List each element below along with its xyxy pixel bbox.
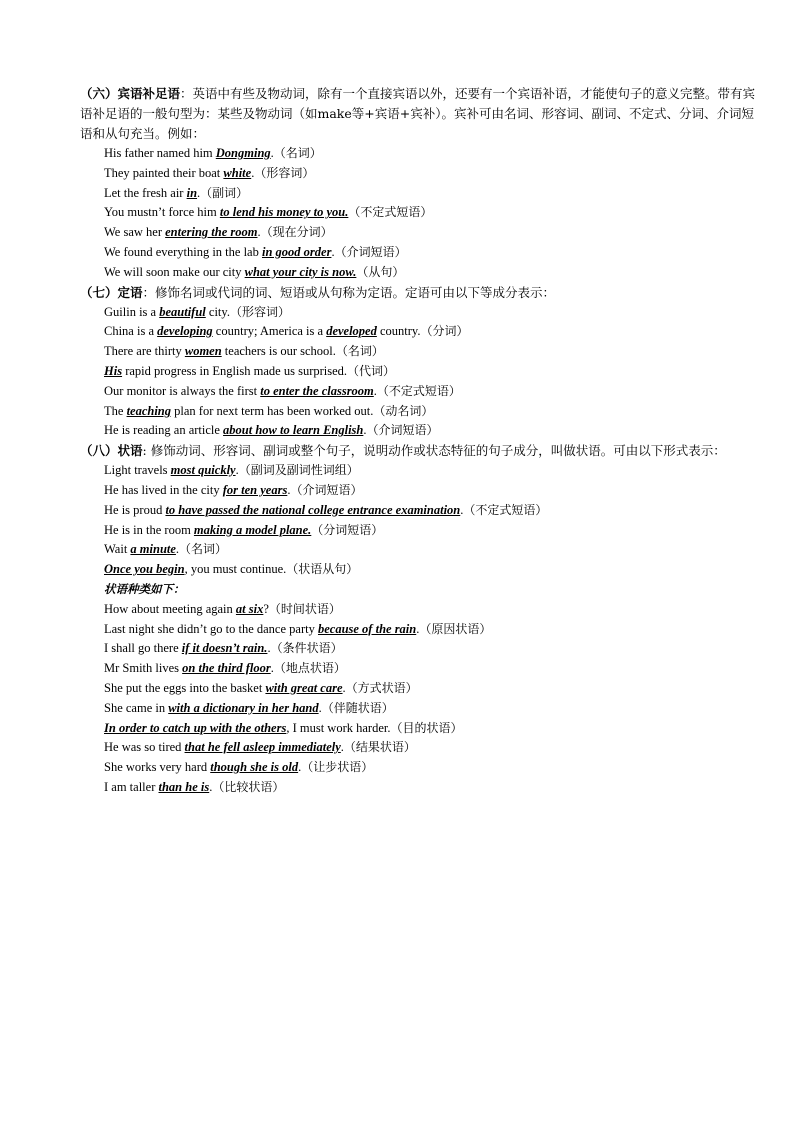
highlighted-phrase: teaching bbox=[126, 403, 172, 418]
sentence-text: Wait bbox=[104, 542, 131, 557]
highlighted-phrase: making a model plane. bbox=[193, 522, 312, 537]
highlighted-phrase: to enter the classroom bbox=[260, 383, 374, 398]
grammar-label: （名词） bbox=[273, 146, 322, 160]
examples-list bbox=[80, 461, 760, 580]
grammar-label: （形容词） bbox=[229, 304, 290, 319]
example-sentence bbox=[104, 203, 760, 223]
sentence-text: The bbox=[104, 403, 127, 418]
example-sentence bbox=[104, 639, 760, 659]
grammar-label: （分词短语） bbox=[311, 522, 384, 537]
example-sentence bbox=[104, 560, 760, 580]
sentence-text: Let the fresh air bbox=[104, 185, 187, 200]
example-sentence bbox=[104, 362, 760, 382]
example-sentence bbox=[104, 600, 760, 620]
sentence-text: . bbox=[251, 165, 255, 180]
highlighted-phrase: if it doesn’t rain. bbox=[181, 641, 268, 656]
sentence-text: . bbox=[235, 463, 239, 478]
sentence-text: We will soon make our city bbox=[104, 264, 245, 279]
highlighted-phrase: In order to catch up with the others bbox=[104, 720, 287, 735]
sentence-text: plan for next term has been worked out. bbox=[171, 403, 374, 418]
sentence-text: We found everything in the lab bbox=[104, 244, 262, 259]
grammar-label: （形容词） bbox=[254, 165, 315, 180]
section-heading: （七）定语 bbox=[80, 284, 143, 300]
grammar-label: （介词短语） bbox=[290, 482, 363, 497]
sentence-text: . bbox=[287, 482, 291, 497]
grammar-label: （时间状语） bbox=[268, 601, 341, 616]
grammar-label: （让步状语） bbox=[301, 760, 374, 775]
example-sentence bbox=[104, 758, 760, 778]
highlighted-phrase: most quickly bbox=[170, 463, 236, 478]
highlighted-phrase: at six bbox=[235, 601, 264, 616]
highlighted-phrase: to have passed the national college entrance examination bbox=[165, 502, 461, 517]
sentence-text: Mr Smith lives bbox=[104, 661, 183, 676]
highlighted-phrase: white bbox=[223, 165, 252, 180]
sentence-text: He is in the room bbox=[104, 522, 194, 537]
examples-list bbox=[80, 144, 760, 283]
highlighted-phrase: entering the room bbox=[165, 225, 258, 240]
highlighted-phrase: with a dictionary in her hand bbox=[168, 700, 319, 715]
highlighted-phrase: in good order bbox=[261, 244, 332, 259]
document-page bbox=[80, 84, 760, 798]
highlighted-phrase: Once you begin bbox=[104, 562, 185, 577]
grammar-label: （目的状语） bbox=[390, 720, 463, 735]
highlighted-phrase: for ten years bbox=[222, 482, 288, 497]
sentence-text: , you must continue. bbox=[184, 562, 287, 577]
highlighted-phrase: women bbox=[184, 344, 222, 359]
highlighted-phrase: with great care bbox=[265, 680, 343, 695]
example-sentence bbox=[104, 738, 760, 758]
highlighted-phrase: His bbox=[104, 363, 123, 378]
sentence-text: . bbox=[363, 423, 367, 438]
example-sentence bbox=[104, 481, 760, 501]
example-sentence bbox=[104, 263, 760, 283]
highlighted-phrase: because of the rain bbox=[317, 621, 417, 636]
example-sentence bbox=[104, 521, 760, 541]
highlighted-phrase: that he fell asleep immediately bbox=[184, 740, 341, 755]
highlighted-phrase: developed bbox=[326, 324, 377, 339]
grammar-label: （伴随状语） bbox=[321, 700, 394, 715]
example-sentence bbox=[104, 719, 760, 739]
grammar-label: （结果状语） bbox=[343, 740, 416, 755]
sentence-text: country. bbox=[376, 324, 421, 339]
grammar-label: （名词） bbox=[179, 542, 228, 557]
section-intro: ：英语中有些及物动词，除有一个直接宾语以外，还要有一个宾语补语，才能使句子的意义完整。带有宾语补足语的一般句型为：某些及物动词（如make等+宾语+宾补）。宾补可由名词、形容词、副词、不定式、分词、介词短语和从句充当。例如： bbox=[80, 86, 756, 141]
highlighted-phrase: developing bbox=[157, 324, 213, 339]
highlighted-phrase: than he is bbox=[158, 779, 210, 794]
sentence-text: rapid progress in English made us surprised. bbox=[122, 363, 348, 378]
grammar-label: （地点状语） bbox=[273, 661, 346, 676]
sentence-text: They painted their boat bbox=[104, 165, 224, 180]
sentence-text: . bbox=[373, 383, 377, 398]
subheading-adverbial-types: 状语种类如下： bbox=[104, 581, 185, 596]
examples-list bbox=[80, 600, 760, 798]
sentence-text: I am taller bbox=[104, 779, 159, 794]
sentence-text: China is a bbox=[104, 324, 158, 339]
grammar-label: （副词） bbox=[200, 185, 249, 200]
sentence-text: Our monitor is always the first bbox=[104, 383, 261, 398]
section-heading: （六）宾语补足语 bbox=[80, 86, 181, 101]
highlighted-phrase: about how to learn English bbox=[223, 423, 364, 438]
grammar-label: （介词短语） bbox=[334, 244, 407, 259]
grammar-label: （分词） bbox=[420, 324, 469, 339]
sentence-text: You mustn’t force him bbox=[104, 205, 220, 220]
sentence-text: . bbox=[298, 760, 302, 775]
sentence-text: He is reading an article bbox=[104, 423, 224, 438]
sentence-text: We saw her bbox=[104, 225, 166, 240]
example-sentence bbox=[104, 144, 760, 164]
sentence-text: Last night she didn’t go to the dance party bbox=[104, 621, 318, 636]
example-sentence bbox=[104, 342, 760, 362]
sentence-text: . bbox=[209, 779, 213, 794]
example-sentence bbox=[104, 421, 760, 441]
highlighted-phrase: what your city is now. bbox=[244, 264, 357, 279]
sentence-text: He has lived in the city bbox=[104, 482, 223, 497]
example-sentence bbox=[104, 540, 760, 560]
grammar-label: （不定式短语） bbox=[348, 205, 433, 220]
highlighted-phrase: Dongming bbox=[215, 146, 271, 160]
example-sentence bbox=[104, 164, 760, 184]
grammar-label: （状语从句） bbox=[286, 562, 359, 577]
sentence-text: . bbox=[331, 244, 335, 259]
example-sentence bbox=[104, 659, 760, 679]
example-sentence bbox=[104, 461, 760, 481]
section-intro: ：修饰名词或代词的词、短语或从句称为定语。定语可由以下等成分表示： bbox=[142, 284, 556, 300]
sentence-text: She works very hard bbox=[104, 760, 211, 775]
sentence-text: , I must work harder. bbox=[286, 720, 391, 735]
sentence-text: . bbox=[342, 680, 346, 695]
grammar-label: （不定式短语） bbox=[463, 502, 548, 517]
highlighted-phrase: though she is old bbox=[210, 760, 299, 775]
sentence-text: He was so tired bbox=[104, 740, 185, 755]
sentence-text: She put the eggs into the basket bbox=[104, 680, 266, 695]
section-heading: （八）状语 bbox=[80, 443, 143, 459]
sentence-text: . bbox=[416, 621, 420, 636]
sentence-text: Guilin is a bbox=[104, 304, 160, 319]
section-attribute bbox=[80, 283, 760, 303]
sentence-text: country; America is a bbox=[212, 324, 327, 339]
sentence-text: Light travels bbox=[104, 463, 171, 478]
highlighted-phrase: to lend his money to you. bbox=[219, 205, 349, 220]
grammar-label: （动名词） bbox=[373, 403, 434, 418]
sentence-text: His father named him bbox=[104, 146, 216, 160]
sentence-text: teachers is our school. bbox=[221, 344, 336, 359]
example-sentence bbox=[104, 620, 760, 640]
example-sentence bbox=[104, 402, 760, 422]
highlighted-phrase: on the third floor bbox=[182, 661, 271, 676]
grammar-label: （方式状语） bbox=[345, 680, 418, 695]
grammar-label: （介词短语） bbox=[366, 423, 439, 438]
grammar-label: （名词） bbox=[335, 344, 384, 359]
sentence-text: . bbox=[460, 502, 464, 517]
grammar-label: （代词） bbox=[347, 363, 396, 378]
sentence-text: I shall go there bbox=[104, 641, 182, 656]
sentence-text: How about meeting again bbox=[104, 601, 236, 616]
section-intro: : 修饰动词、形容词、副词或整个句子，说明动作或状态特征的句子成分，叫做状语。可由以下形式表示： bbox=[142, 443, 726, 459]
sentence-text: He is proud bbox=[104, 502, 166, 517]
sentence-text: . bbox=[270, 146, 274, 160]
sentence-text: ? bbox=[263, 601, 269, 616]
example-sentence bbox=[104, 184, 760, 204]
highlighted-phrase: beautiful bbox=[159, 304, 206, 319]
sentence-text: . bbox=[340, 740, 344, 755]
examples-list bbox=[80, 303, 760, 442]
sentence-text: She came in bbox=[104, 700, 169, 715]
example-sentence bbox=[104, 303, 760, 323]
grammar-label: （不定式短语） bbox=[376, 383, 461, 398]
highlighted-phrase: a minute bbox=[130, 542, 176, 557]
grammar-label: （现在分词） bbox=[260, 225, 333, 240]
section-adverbial bbox=[80, 441, 760, 461]
highlighted-phrase: in bbox=[186, 185, 198, 200]
sentence-text: . bbox=[257, 225, 261, 240]
example-sentence bbox=[104, 243, 760, 263]
sentence-text: . bbox=[197, 185, 201, 200]
grammar-label: （原因状语） bbox=[419, 621, 492, 636]
sentence-text: . bbox=[175, 542, 180, 557]
example-sentence bbox=[104, 223, 760, 243]
example-sentence bbox=[104, 322, 760, 342]
example-sentence bbox=[104, 778, 760, 798]
sentence-text: . bbox=[318, 700, 322, 715]
sentence-text: . bbox=[267, 641, 271, 656]
example-sentence bbox=[104, 501, 760, 521]
example-sentence bbox=[104, 679, 760, 699]
sentence-text: There are thirty bbox=[104, 344, 185, 359]
sentence-text: . bbox=[270, 661, 274, 676]
grammar-label: （比较状语） bbox=[212, 779, 285, 794]
section-object-complement bbox=[80, 84, 760, 144]
grammar-label: （从句） bbox=[356, 264, 405, 279]
example-sentence bbox=[104, 382, 760, 402]
example-sentence bbox=[104, 699, 760, 719]
sentence-text: city. bbox=[205, 304, 230, 319]
grammar-label: （副词及副词性词组） bbox=[238, 463, 359, 478]
grammar-label: （条件状语） bbox=[270, 641, 343, 656]
